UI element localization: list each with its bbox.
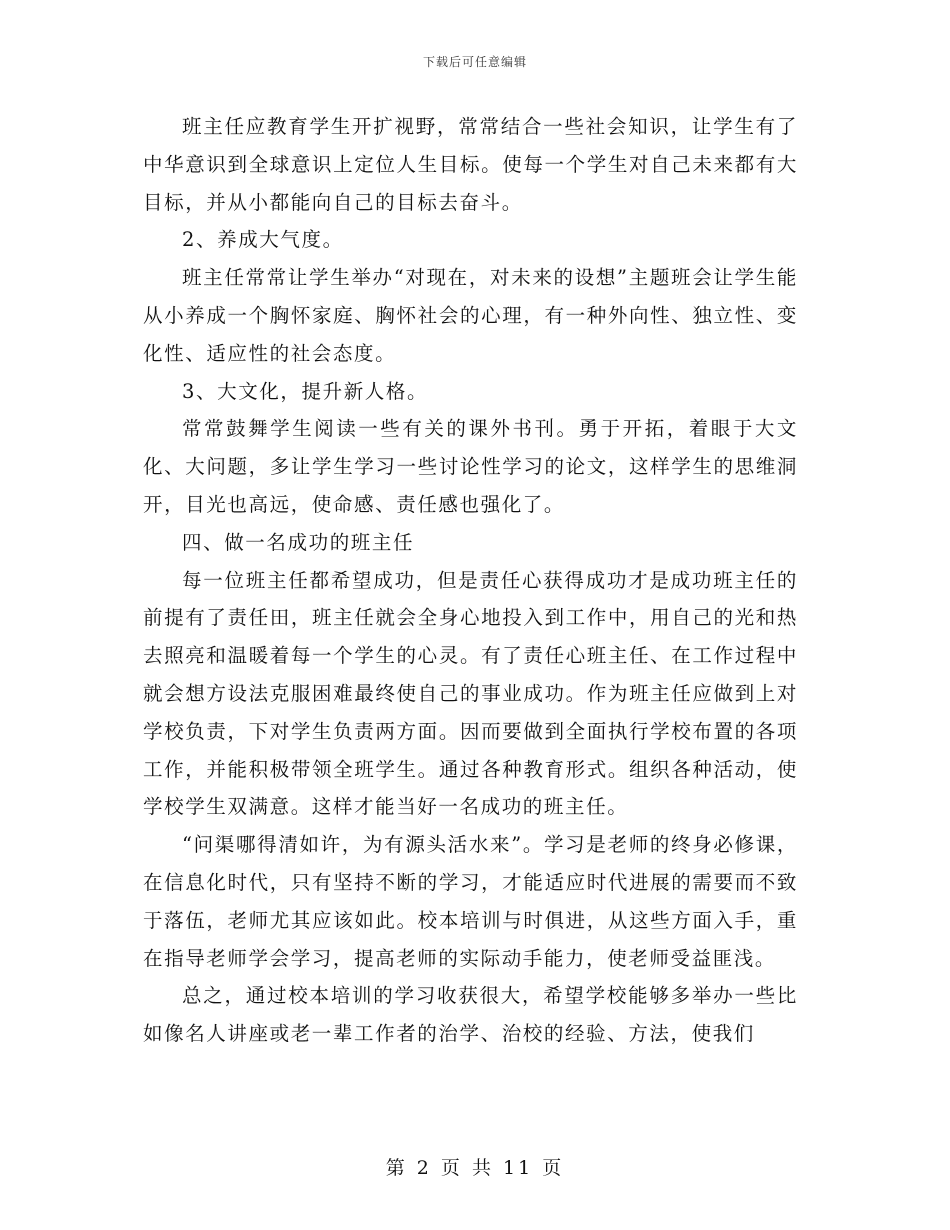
heading-successful-teacher: 四、做一名成功的班主任: [182, 530, 415, 554]
paragraph-responsibility: 每一位班主任都希望成功，但是责任心获得成功才是成功班主任的前提有了责任田，班主任就会全身心地投入到工作中，用自己的光和热去照亮和温暖着每一个学生的心灵。有了责任心班主任、在工作过程中就会想方设法克服困难最终使自己的事业成功。作为班主任应做到上对学校负责，下对学生负责两方面。因而要做到全面执行学校布置的各项工作，并能积极带领全班学生。通过各种教育形式。组织各种活动，使学校学生双满意。这样才能当好一名成功的班主任。: [143, 568, 798, 819]
paragraph-reading: 常常鼓舞学生阅读一些有关的课外书刊。勇于开拓，着眼于大文化、大问题，多让学生学习一些讨论性学习的论文，这样学生的思维洞开，目光也高远，使命感、责任感也强化了。: [143, 417, 798, 516]
paragraph-class-meeting: 班主任常常让学生举办“对现在，对未来的设想”主题班会让学生能从小养成一个胸怀家庭、胸怀社会的心理，有一种外向性、独立性、变化性、适应性的社会态度。: [143, 266, 798, 365]
heading-big-culture: 3、大文化，提升新人格。: [182, 379, 429, 403]
paragraph-conclusion: 总之，通过校本培训的学习收获很大，希望学校能够多举办一些比如像名人讲座或老一辈工作者的治学、治校的经验、方法，使我们: [143, 984, 798, 1046]
paragraph-lifelong-learning: “问渠哪得清如许，为有源头活水来”。学习是老师的终身必修课，在信息化时代，只有坚持不断的学习，才能适应时代进展的需要而不致于落伍，老师尤其应该如此。校本培训与时俱进，从这些方面入手，重在指导老师学会学习，提高老师的实际动手能力，使老师受益匪浅。: [143, 833, 798, 970]
page-header-note: 下载后可任意编辑: [422, 55, 527, 69]
page-number-footer: 第 2 页 共 11 页: [385, 1157, 565, 1179]
heading-cultivate-magnanimity: 2、养成大气度。: [182, 228, 344, 252]
paragraph-broaden-vision: 班主任应教育学生开扩视野，常常结合一些社会知识，让学生有了中华意识到全球意识上定位人生目标。使每一个学生对自己未来都有大目标，并从小都能向自己的目标去奋斗。: [143, 115, 798, 214]
document-body: [143, 108, 798, 1053]
